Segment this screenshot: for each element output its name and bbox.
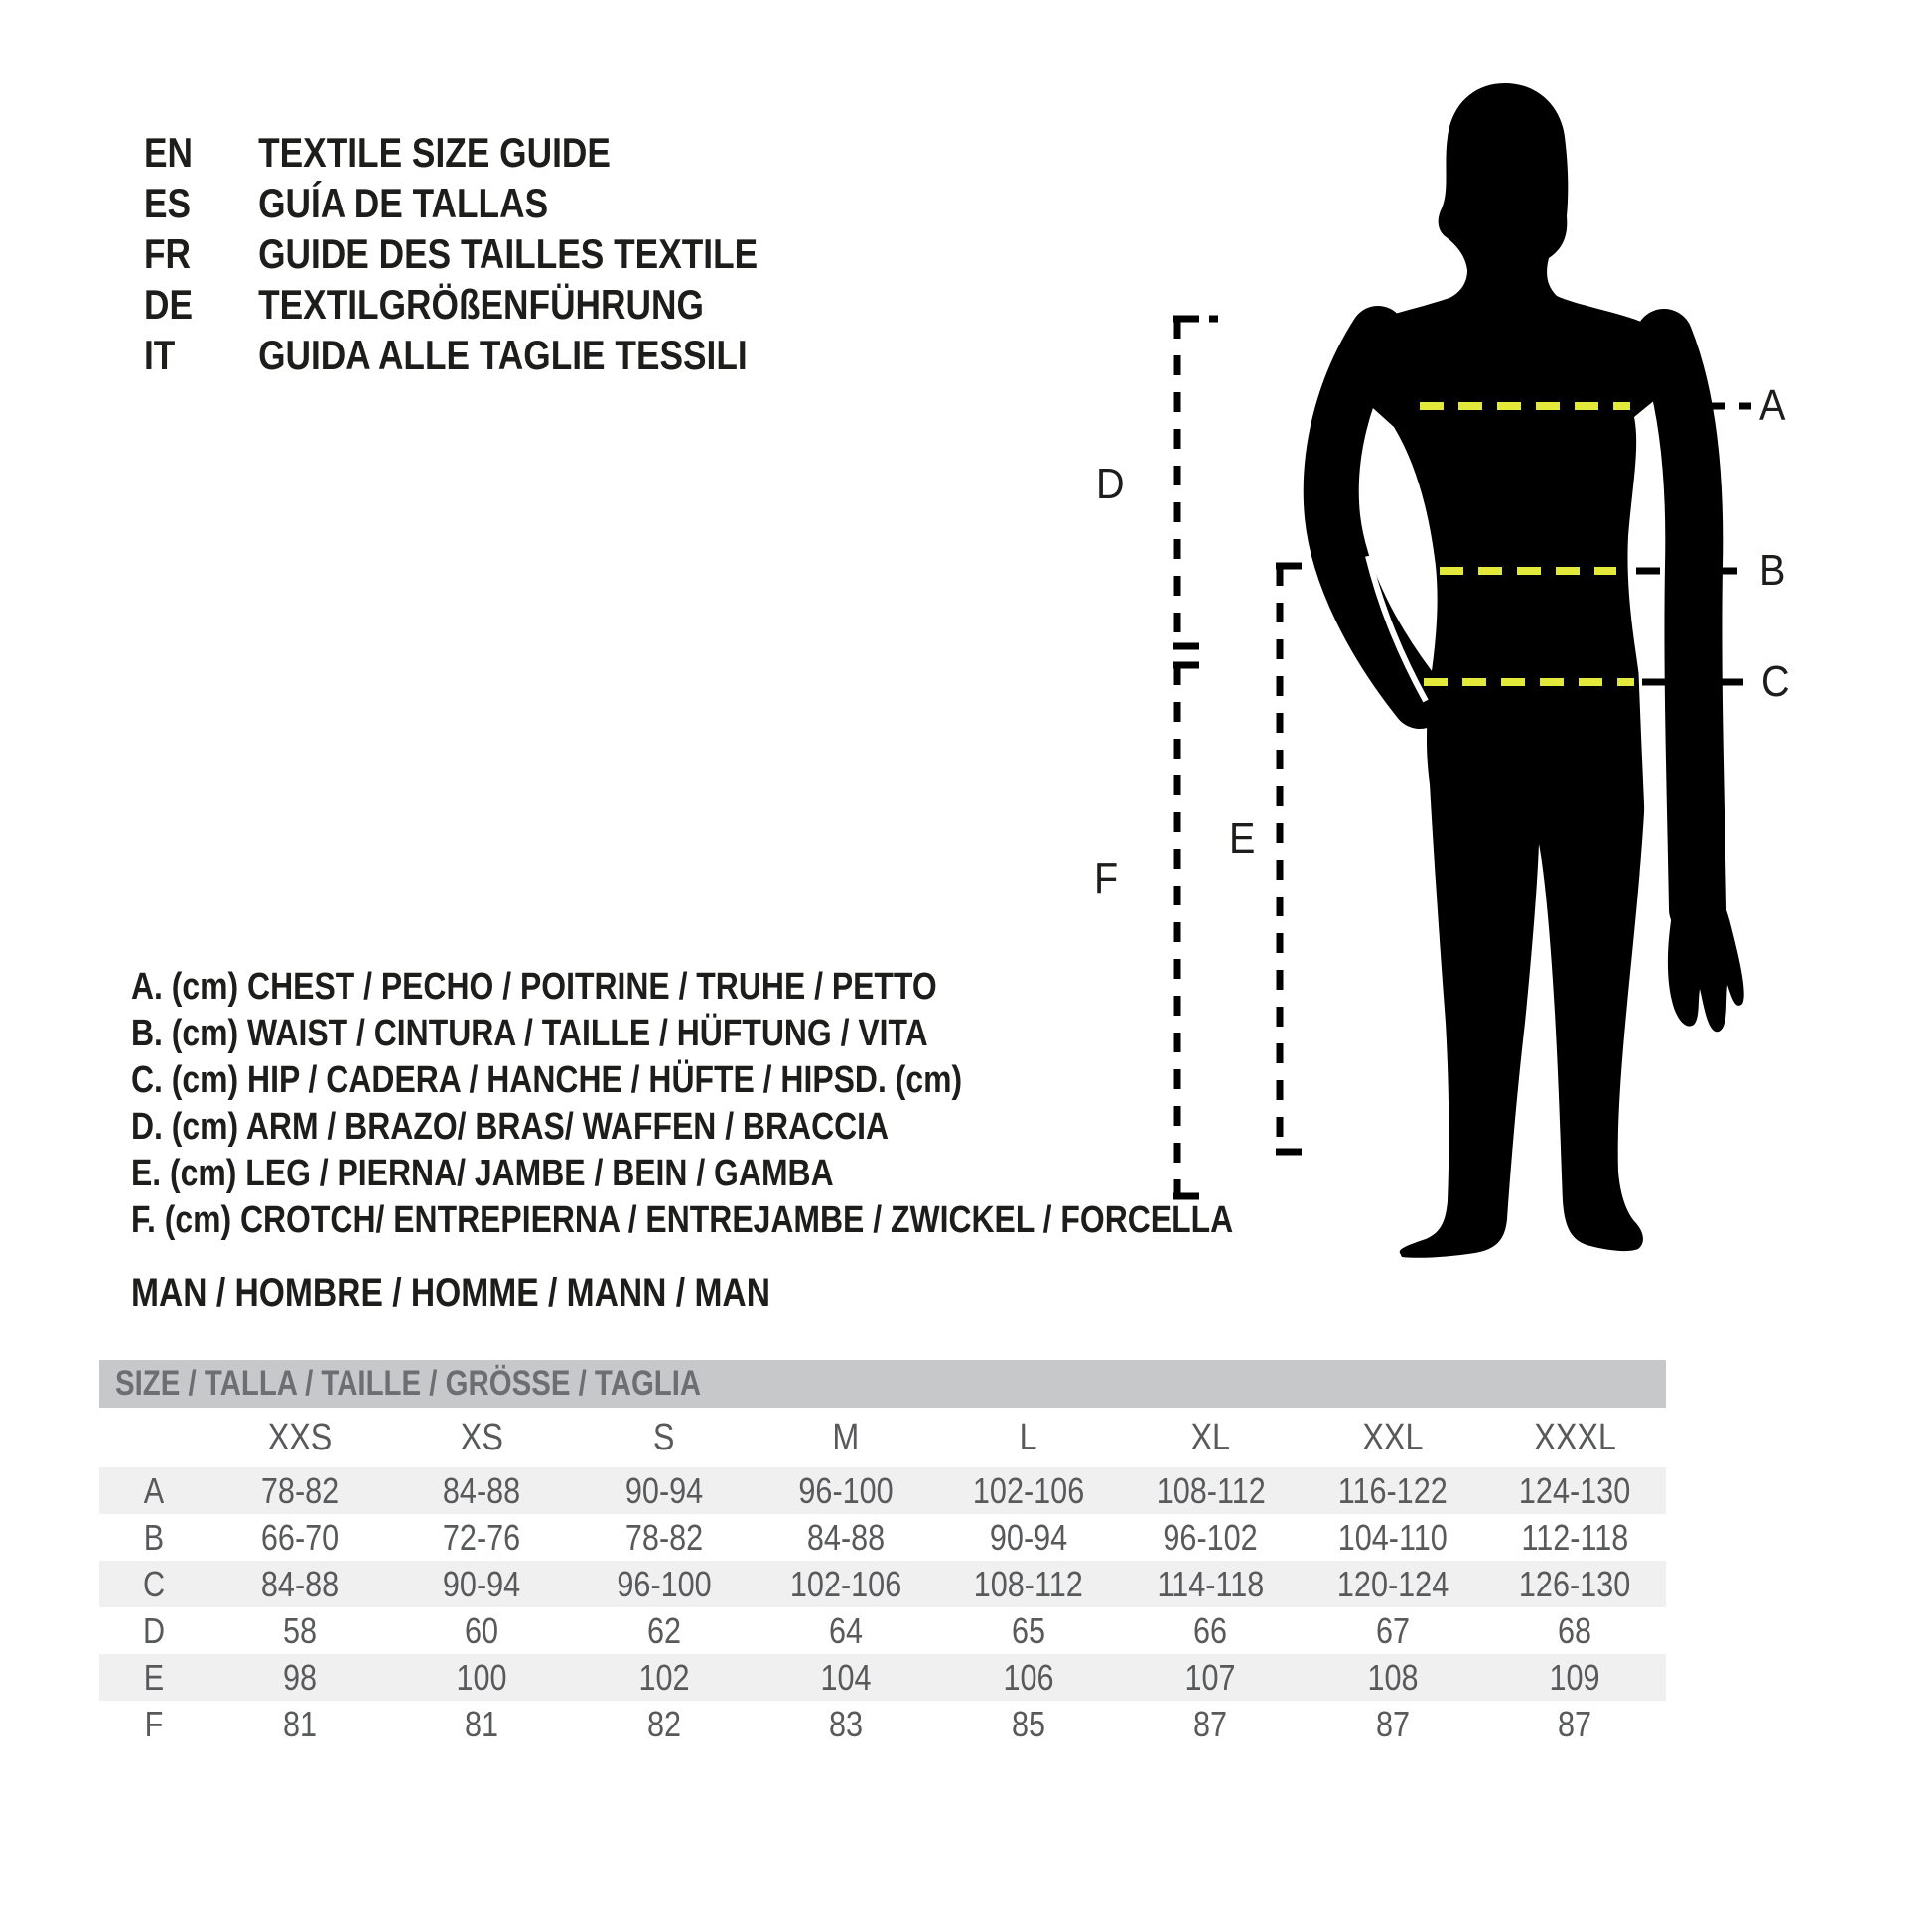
column-header bbox=[391, 1408, 574, 1467]
table-cell bbox=[756, 1701, 938, 1747]
column-header bbox=[1484, 1408, 1667, 1467]
table-cell bbox=[208, 1561, 391, 1607]
table-cell bbox=[1120, 1514, 1303, 1561]
row-label-text: A bbox=[143, 1469, 165, 1511]
table-cell bbox=[937, 1561, 1120, 1607]
measure-item: F. (cm) CROTCH/ ENTREPIERNA / ENTREJAMBE / ZWICKEL / FORCELLA bbox=[131, 1199, 1234, 1241]
table-cell bbox=[1484, 1701, 1667, 1747]
table-cell-value: 108 bbox=[1367, 1656, 1419, 1698]
measure-item: A. (cm) CHEST / PECHO / POITRINE / TRUHE / PETTO bbox=[131, 966, 937, 1008]
table-cell-value: 68 bbox=[1558, 1609, 1592, 1651]
row-label bbox=[99, 1467, 208, 1514]
table-cell-value: 67 bbox=[1375, 1609, 1410, 1651]
language-code: FR bbox=[144, 229, 192, 277]
table-cell bbox=[756, 1607, 938, 1654]
row-label bbox=[99, 1607, 208, 1654]
table-cell-value: 81 bbox=[465, 1703, 499, 1744]
table-cell-value: 102 bbox=[638, 1656, 690, 1698]
column-header-label: S bbox=[652, 1416, 675, 1458]
table-cell bbox=[756, 1514, 938, 1561]
table-cell bbox=[573, 1654, 756, 1701]
table-cell-value: 120-124 bbox=[1336, 1563, 1449, 1604]
table-cell bbox=[1302, 1467, 1484, 1514]
table-cell-value: 102-106 bbox=[790, 1563, 902, 1604]
table-cell-value: 106 bbox=[1003, 1656, 1054, 1698]
table-cell bbox=[1120, 1654, 1303, 1701]
table-cell bbox=[937, 1514, 1120, 1561]
table-cell bbox=[1120, 1561, 1303, 1607]
table-row bbox=[99, 1467, 1666, 1514]
table-cell bbox=[1120, 1467, 1303, 1514]
column-header-label: XXXL bbox=[1533, 1416, 1616, 1458]
table-cell-value: 90-94 bbox=[989, 1516, 1067, 1558]
column-header-label: L bbox=[1019, 1416, 1037, 1458]
table-cell-value: 96-100 bbox=[617, 1563, 712, 1604]
table-cell-value: 87 bbox=[1375, 1703, 1410, 1744]
table-cell-value: 90-94 bbox=[624, 1469, 703, 1511]
table-cell bbox=[756, 1561, 938, 1607]
table-cell bbox=[391, 1514, 574, 1561]
table-cell-value: 114-118 bbox=[1157, 1563, 1265, 1604]
table-cell bbox=[1484, 1514, 1667, 1561]
table-cell bbox=[208, 1514, 391, 1561]
column-header-label: XL bbox=[1190, 1416, 1230, 1458]
measure-item: E. (cm) LEG / PIERNA/ JAMBE / BEIN / GAMBA bbox=[131, 1153, 834, 1194]
table-cell-value: 126-130 bbox=[1519, 1563, 1631, 1604]
table-cell-value: 96-102 bbox=[1163, 1516, 1258, 1558]
table-row bbox=[99, 1701, 1666, 1747]
table-row bbox=[99, 1654, 1666, 1701]
row-label bbox=[99, 1561, 208, 1607]
table-cell-value: 82 bbox=[646, 1703, 681, 1744]
table-cell bbox=[937, 1654, 1120, 1701]
column-header bbox=[208, 1408, 391, 1467]
table-cell bbox=[573, 1561, 756, 1607]
table-cell-value: 58 bbox=[282, 1609, 317, 1651]
row-label bbox=[99, 1514, 208, 1561]
table-cell-value: 78-82 bbox=[260, 1469, 339, 1511]
table-cell-value: 81 bbox=[282, 1703, 317, 1744]
figure-label-d: D bbox=[1096, 460, 1125, 508]
table-cell-value: 84-88 bbox=[260, 1563, 339, 1604]
table-cell-value: 124-130 bbox=[1519, 1469, 1631, 1511]
table-cell bbox=[1120, 1607, 1303, 1654]
table-cell-value: 104 bbox=[820, 1656, 872, 1698]
column-header bbox=[1302, 1408, 1484, 1467]
table-cell-value: 60 bbox=[465, 1609, 499, 1651]
row-label-text: B bbox=[143, 1516, 165, 1558]
table-cell-value: 87 bbox=[1558, 1703, 1592, 1744]
table-cell bbox=[756, 1467, 938, 1514]
language-code: ES bbox=[144, 179, 192, 226]
category-line-text: MAN / HOMBRE / HOMME / MANN / MAN bbox=[131, 1271, 770, 1314]
column-header-label: XS bbox=[460, 1416, 503, 1458]
man-right-arm bbox=[1664, 338, 1698, 909]
table-cell-value: 64 bbox=[829, 1609, 864, 1651]
table-row bbox=[99, 1514, 1666, 1561]
table-cell bbox=[1120, 1701, 1303, 1747]
table-cell-value: 62 bbox=[646, 1609, 681, 1651]
language-label: TEXTILGRÖßENFÜHRUNG bbox=[258, 280, 704, 328]
column-header-label: XXL bbox=[1362, 1416, 1424, 1458]
table-cell bbox=[573, 1701, 756, 1747]
table-cell bbox=[937, 1701, 1120, 1747]
table-header-spacer bbox=[99, 1408, 208, 1467]
size-table bbox=[99, 1360, 1666, 1747]
row-label bbox=[99, 1701, 208, 1747]
language-label: GUIDE DES TAILLES TEXTILE bbox=[258, 229, 759, 277]
column-header bbox=[756, 1408, 938, 1467]
table-cell bbox=[208, 1607, 391, 1654]
table-cell-value: 108-112 bbox=[1156, 1469, 1266, 1511]
table-cell-value: 107 bbox=[1184, 1656, 1236, 1698]
row-label-text: C bbox=[142, 1563, 166, 1604]
language-label: TEXTILE SIZE GUIDE bbox=[258, 128, 611, 176]
table-row bbox=[99, 1607, 1666, 1654]
column-header bbox=[937, 1408, 1120, 1467]
table-cell-value: 66-70 bbox=[260, 1516, 339, 1558]
table-cell-value: 85 bbox=[1011, 1703, 1045, 1744]
figure-label-a: A bbox=[1759, 381, 1786, 430]
table-cell-value: 78-82 bbox=[624, 1516, 703, 1558]
table-cell-value: 83 bbox=[829, 1703, 864, 1744]
table-cell bbox=[208, 1654, 391, 1701]
table-cell bbox=[573, 1467, 756, 1514]
table-cell-value: 96-100 bbox=[798, 1469, 894, 1511]
table-cell-value: 90-94 bbox=[443, 1563, 521, 1604]
man-right-hand bbox=[1668, 886, 1744, 1032]
figure-label-c: C bbox=[1761, 657, 1790, 706]
table-cell bbox=[391, 1654, 574, 1701]
table-cell bbox=[1484, 1467, 1667, 1514]
table-cell bbox=[1484, 1654, 1667, 1701]
language-code: IT bbox=[144, 331, 176, 378]
table-cell bbox=[573, 1514, 756, 1561]
table-cell-value: 108-112 bbox=[973, 1563, 1083, 1604]
column-header-label: M bbox=[832, 1416, 860, 1458]
table-cell-value: 109 bbox=[1549, 1656, 1600, 1698]
table-cell bbox=[391, 1561, 574, 1607]
row-label-text: D bbox=[142, 1609, 166, 1651]
table-cell-value: 112-118 bbox=[1521, 1516, 1629, 1558]
table-title: SIZE / TALLA / TAILLE / GRÖSSE / TAGLIA bbox=[115, 1364, 702, 1403]
column-header-label: XXS bbox=[267, 1416, 333, 1458]
table-cell bbox=[208, 1467, 391, 1514]
table-cell-value: 66 bbox=[1193, 1609, 1228, 1651]
column-header bbox=[1120, 1408, 1303, 1467]
table-cell bbox=[391, 1607, 574, 1654]
row-label bbox=[99, 1654, 208, 1701]
table-cell-value: 72-76 bbox=[443, 1516, 521, 1558]
language-code: DE bbox=[144, 280, 194, 328]
table-cell bbox=[756, 1654, 938, 1701]
row-label-text: E bbox=[143, 1656, 165, 1698]
table-cell bbox=[1302, 1654, 1484, 1701]
table-cell bbox=[1484, 1561, 1667, 1607]
table-cell bbox=[937, 1467, 1120, 1514]
table-cell bbox=[208, 1701, 391, 1747]
figure-label-b: B bbox=[1759, 546, 1786, 595]
table-cell-value: 84-88 bbox=[443, 1469, 521, 1511]
table-cell bbox=[391, 1467, 574, 1514]
table-cell bbox=[1302, 1607, 1484, 1654]
measure-item: D. (cm) ARM / BRAZO/ BRAS/ WAFFEN / BRACCIA bbox=[131, 1106, 890, 1148]
table-cell bbox=[1302, 1514, 1484, 1561]
measure-item: C. (cm) HIP / CADERA / HANCHE / HÜFTE / HIPSD. (cm) bbox=[131, 1059, 963, 1101]
table-cell-value: 98 bbox=[282, 1656, 317, 1698]
language-label: GUIDA ALLE TAGLIE TESSILI bbox=[258, 331, 748, 378]
table-cell bbox=[1302, 1701, 1484, 1747]
language-label: GUÍA DE TALLAS bbox=[258, 179, 549, 226]
table-cell bbox=[937, 1607, 1120, 1654]
row-label-text: F bbox=[144, 1703, 164, 1744]
table-cell-value: 102-106 bbox=[972, 1469, 1084, 1511]
column-header bbox=[573, 1408, 756, 1467]
table-cell-value: 84-88 bbox=[807, 1516, 886, 1558]
table-cell bbox=[391, 1701, 574, 1747]
figure-label-f: F bbox=[1094, 854, 1119, 902]
table-cell-value: 104-110 bbox=[1337, 1516, 1448, 1558]
table-cell-value: 87 bbox=[1193, 1703, 1228, 1744]
measure-item: B. (cm) WAIST / CINTURA / TAILLE / HÜFTUNG / VITA bbox=[131, 1013, 928, 1054]
table-title-bar bbox=[99, 1360, 1666, 1408]
table-header-row bbox=[99, 1408, 1666, 1467]
table-cell-value: 65 bbox=[1011, 1609, 1045, 1651]
table-cell-value: 116-122 bbox=[1337, 1469, 1448, 1511]
language-code: EN bbox=[144, 128, 194, 176]
table-body bbox=[99, 1467, 1666, 1747]
table-cell bbox=[1484, 1607, 1667, 1654]
table-row bbox=[99, 1561, 1666, 1607]
table-cell bbox=[1302, 1561, 1484, 1607]
figure-label-e: E bbox=[1229, 814, 1256, 863]
table-cell bbox=[573, 1607, 756, 1654]
table-cell-value: 100 bbox=[456, 1656, 507, 1698]
